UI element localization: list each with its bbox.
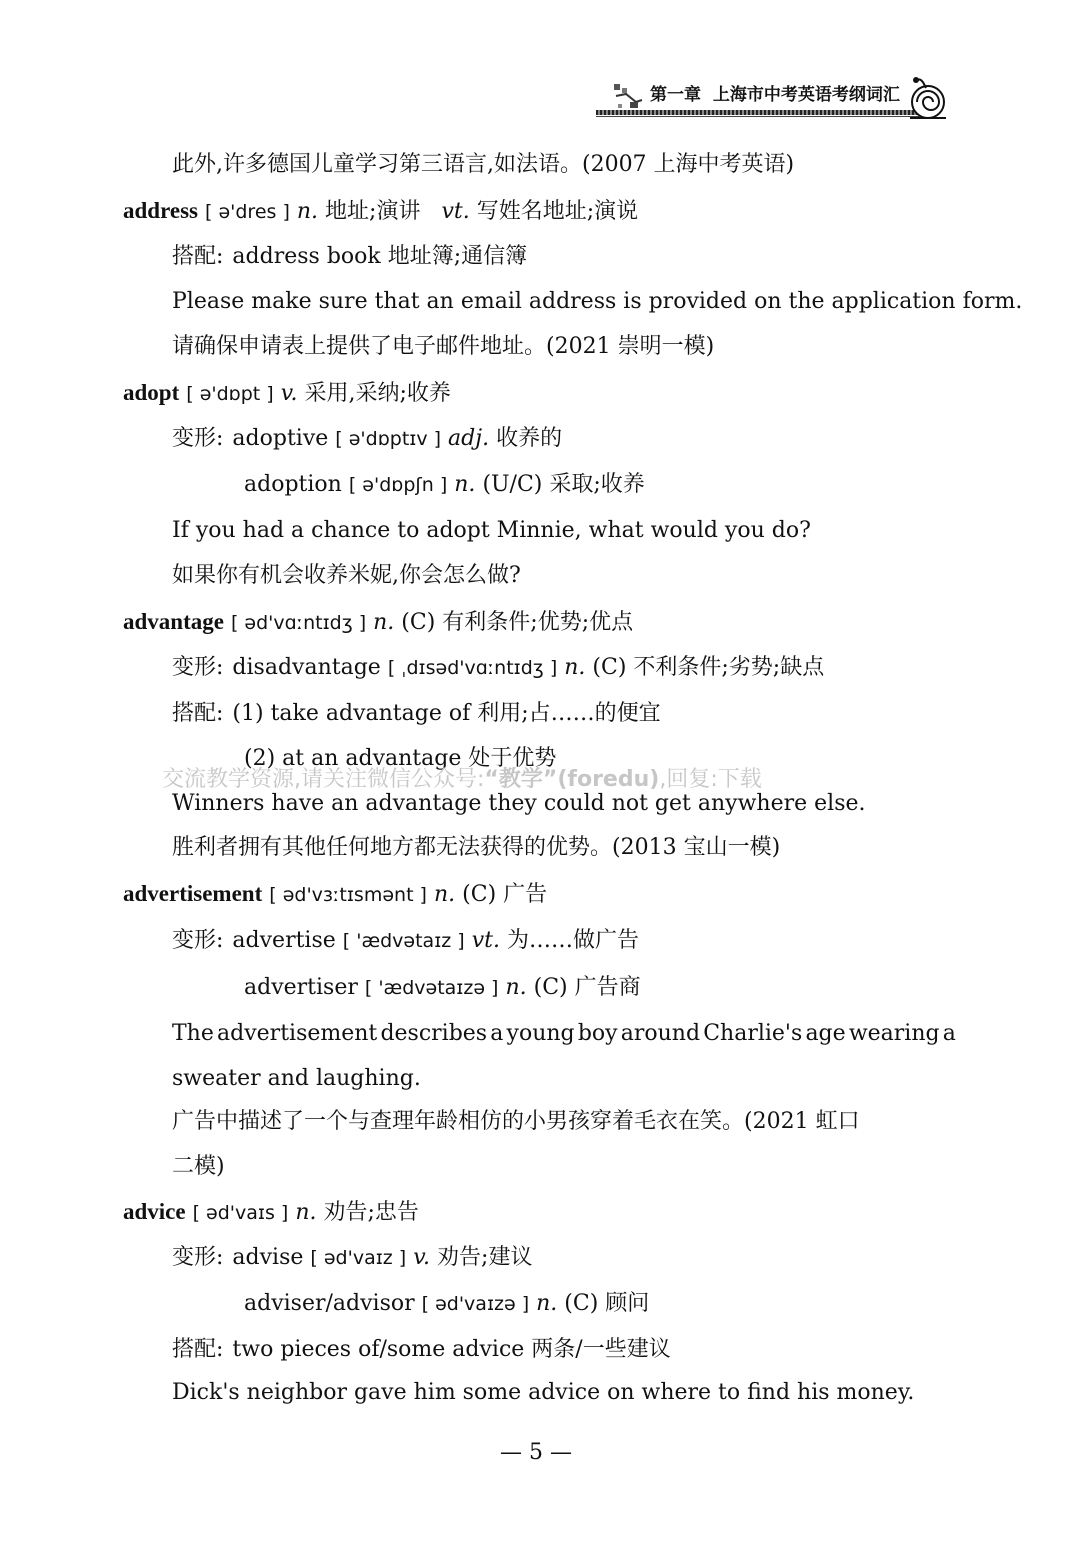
collocation-line bbox=[172, 242, 527, 272]
word: a bbox=[490, 1021, 504, 1046]
definition: (C) 广告 bbox=[462, 882, 548, 907]
snail-icon bbox=[906, 72, 950, 122]
form-line bbox=[172, 1243, 532, 1273]
form-word: adoption bbox=[244, 472, 342, 497]
phonetic: [ əd'vaɪzə ] bbox=[421, 1293, 530, 1315]
word: young bbox=[506, 1021, 575, 1046]
collocation-label: 搭配: bbox=[172, 244, 224, 269]
form-label: 变形: bbox=[172, 426, 224, 451]
headword: address bbox=[123, 198, 198, 223]
part-of-speech: n. bbox=[433, 882, 456, 907]
form-line bbox=[172, 653, 824, 683]
part-of-speech: n. bbox=[296, 199, 319, 224]
definition: 写姓名地址;演说 bbox=[476, 199, 639, 224]
phonetic: [ ə'dres ] bbox=[205, 201, 290, 223]
word: a bbox=[942, 1021, 956, 1046]
form-label: 变形: bbox=[172, 928, 224, 953]
part-of-speech: n. bbox=[373, 610, 395, 635]
definition: 地址;演讲 bbox=[325, 199, 421, 224]
example-chinese-cont: 二模) bbox=[172, 1154, 225, 1179]
part-of-speech: vt. bbox=[471, 928, 500, 953]
definition: (U/C) 采取;收养 bbox=[482, 472, 645, 497]
form-word: disadvantage bbox=[232, 655, 381, 680]
part-of-speech: n. bbox=[536, 1291, 558, 1316]
word: around bbox=[620, 1021, 701, 1046]
example-english bbox=[172, 1019, 956, 1049]
word: advertisement bbox=[217, 1021, 378, 1046]
form-line bbox=[244, 470, 645, 500]
example-english-justified bbox=[172, 1019, 956, 1049]
example-chinese: 请确保申请表上提供了电子邮件地址。(2021 崇明一模) bbox=[172, 334, 715, 359]
example-english: Dick's neighbor gave him some advice on where to find his money. bbox=[172, 1380, 915, 1405]
form-line bbox=[244, 973, 641, 1003]
headword: advice bbox=[123, 1199, 186, 1224]
collocation-text: two pieces of/some advice 两条/一些建议 bbox=[232, 1337, 671, 1362]
definition: 收养的 bbox=[496, 426, 563, 451]
part-of-speech: adj. bbox=[448, 426, 490, 451]
collocation-line bbox=[172, 699, 661, 729]
definition: (C) 有利条件;优势;优点 bbox=[401, 610, 634, 635]
part-of-speech: n. bbox=[295, 1200, 317, 1225]
word: boy bbox=[577, 1021, 618, 1046]
phonetic: [ ə'dɒpt ] bbox=[186, 383, 274, 405]
example-chinese: 如果你有机会收养米妮,你会怎么做? bbox=[172, 563, 521, 588]
part-of-speech: n. bbox=[564, 655, 586, 680]
phonetic: [ 'ædvətaɪz ] bbox=[342, 930, 465, 952]
definition: (C) 广告商 bbox=[533, 975, 641, 1000]
page-number: — 5 — bbox=[500, 1440, 572, 1465]
phonetic: [ ˌdɪsəd'vɑːntɪdʒ ] bbox=[387, 657, 558, 679]
form-word: advertise bbox=[232, 928, 336, 953]
running-header bbox=[590, 72, 960, 124]
form-label: 变形: bbox=[172, 1245, 224, 1270]
collocation-text: address book 地址簿;通信簿 bbox=[232, 244, 528, 269]
header-rule bbox=[596, 110, 936, 115]
entry-address bbox=[123, 196, 638, 227]
example-english: Please make sure that an email address is provided on the application form. bbox=[172, 289, 1023, 314]
headword: advertisement bbox=[123, 881, 263, 906]
watermark: 交流教学资源,请关注微信公众号:“教学”(foredu),回复:下载 bbox=[162, 767, 762, 792]
phonetic: [ ə'dɒpʃn ] bbox=[348, 474, 448, 496]
form-line bbox=[172, 926, 639, 956]
collocation-label: 搭配: bbox=[172, 1337, 224, 1362]
phonetic: [ əd'vɑːntɪdʒ ] bbox=[230, 612, 367, 634]
collocation-line: (2) at an advantage 处于优势 bbox=[244, 746, 557, 771]
phonetic: [ ə'dɒptɪv ] bbox=[335, 428, 442, 450]
definition: 为……做广告 bbox=[506, 928, 639, 953]
form-line bbox=[244, 1289, 649, 1319]
collocation-text: (1) take advantage of 利用;占……的便宜 bbox=[232, 701, 661, 726]
form-label: 变形: bbox=[172, 655, 224, 680]
entry-advice bbox=[123, 1197, 419, 1228]
example-chinese: 广告中描述了一个与查理年龄相仿的小男孩穿着毛衣在笑。(2021 虹口 bbox=[172, 1109, 860, 1134]
example-english: If you had a chance to adopt Minnie, what would you do? bbox=[172, 518, 811, 543]
part-of-speech: v. bbox=[280, 381, 298, 406]
continuation-line: 此外,许多德国儿童学习第三语言,如法语。(2007 上海中考英语) bbox=[172, 152, 795, 177]
form-word: advertiser bbox=[244, 975, 358, 1000]
part-of-speech: vt. bbox=[441, 199, 470, 224]
word: Charlie's bbox=[703, 1021, 803, 1046]
definition: 劝告;忠告 bbox=[323, 1200, 419, 1225]
chapter-title: 第一章 上海市中考英语考纲词汇 bbox=[650, 85, 900, 105]
example-chinese: 胜利者拥有其他任何地方都无法获得的优势。(2013 宝山一模) bbox=[172, 835, 781, 860]
phonetic: [ əd'vaɪz ] bbox=[310, 1247, 407, 1269]
entry-advertisement bbox=[123, 879, 547, 910]
entry-adopt bbox=[123, 378, 451, 409]
phonetic: [ əd'vaɪs ] bbox=[192, 1202, 289, 1224]
word: wearing bbox=[848, 1021, 940, 1046]
example-english-cont: sweater and laughing. bbox=[172, 1066, 421, 1091]
form-word: adoptive bbox=[232, 426, 329, 451]
collocation-label: 搭配: bbox=[172, 701, 224, 726]
form-line bbox=[172, 424, 562, 454]
definition: (C) 顾问 bbox=[564, 1291, 650, 1316]
definition: (C) 不利条件;劣势;缺点 bbox=[592, 655, 825, 680]
headword: advantage bbox=[123, 609, 224, 634]
phonetic: [ əd'vɜːtɪsmənt ] bbox=[269, 884, 427, 906]
headword: adopt bbox=[123, 380, 180, 405]
part-of-speech: n. bbox=[505, 975, 527, 1000]
collocation-line bbox=[172, 1335, 671, 1365]
example-english: Winners have an advantage they could not get anywhere else. bbox=[172, 791, 866, 816]
definition: 劝告;建议 bbox=[437, 1245, 533, 1270]
part-of-speech: v. bbox=[413, 1245, 431, 1270]
entry-advantage bbox=[123, 607, 633, 638]
word: describes bbox=[380, 1021, 488, 1046]
form-word: advise bbox=[232, 1245, 304, 1270]
header-rule-thin bbox=[596, 116, 936, 117]
phonetic: [ 'ædvətaɪzə ] bbox=[364, 977, 499, 999]
form-word: adviser/advisor bbox=[244, 1291, 415, 1316]
word: age bbox=[805, 1021, 846, 1046]
definition: 采用,采纳;收养 bbox=[304, 381, 451, 406]
part-of-speech: n. bbox=[454, 472, 476, 497]
word: The bbox=[172, 1021, 214, 1046]
decorative-ornament-icon bbox=[612, 82, 648, 112]
